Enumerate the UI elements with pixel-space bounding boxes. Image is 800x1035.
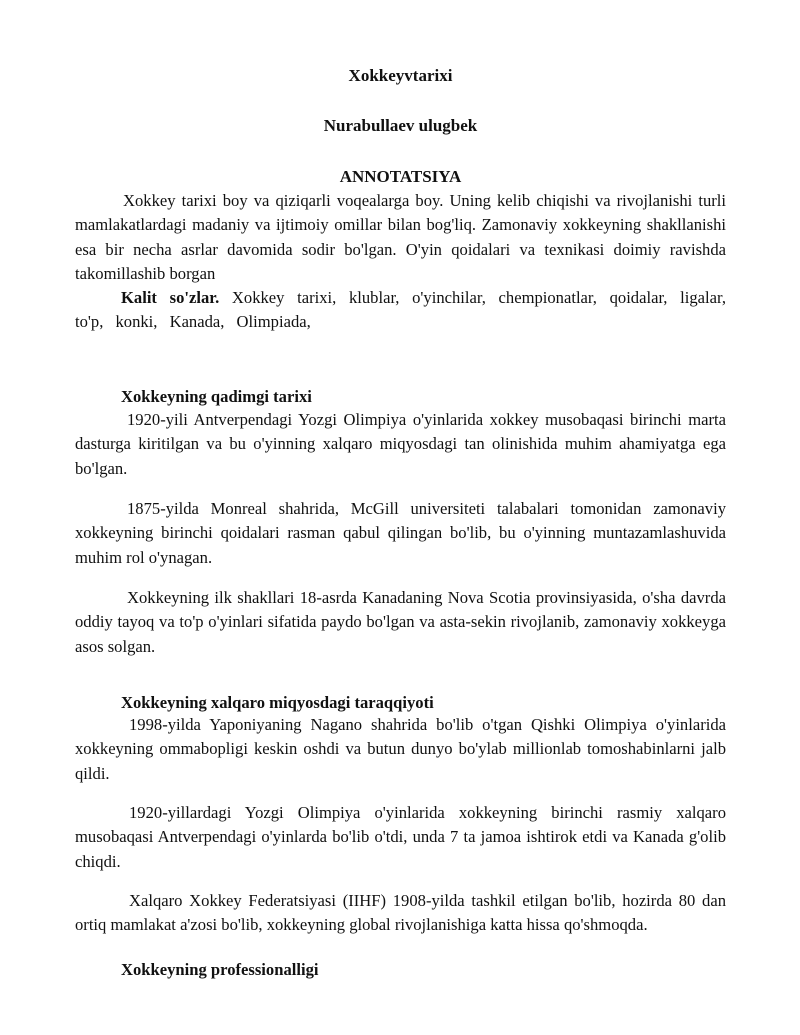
section-heading: Xokkeyning xalqaro miqyosdagi taraqqiyoti [121, 693, 434, 712]
section-heading: Xokkeyning qadimgi tarixi [121, 387, 312, 406]
author-name: Nurabullaev ulugbek [323, 116, 478, 135]
section-paragraph: 1920-yillardagi Yozgi Olimpiya o'yinlarida xokkeyning birinchi rasmiy xalqaro musobaqasi Antverpendagi o'yinlarda bo'lib o'tdi, unda 7 ta jamoa ishtirok etdi va Kanada g'olib chiqdi. [75, 803, 726, 871]
keywords-label: Kalit so'zlar. [121, 288, 220, 307]
keywords-list: Xokkey tarixi, klublar, o'yinchilar, chempionatlar, qoidalar, ligalar, to'p, konki, Kanada, Olimpiada, [75, 288, 726, 332]
abstract-paragraph: Xokkey tarixi boy va qiziqarli voqealarga boy. Uning kelib chiqishi va rivojlanishi turli mamlakatlardagi madaniy va ijtimoiy omillar bilan bog'liq. Zamonaviy xokkeyning shakllanishi esa bir necha asrlar davomida sodir bo'lgan. O'yin qoidalari va texnikasi doimiy ravishda takomillashib borgan [75, 191, 726, 283]
keywords-paragraph [75, 286, 726, 335]
section-heading: Xokkeyning professionalligi [121, 960, 319, 979]
section-paragraph: 1920-yili Antverpendagi Yozgi Olimpiya o'yinlarida xokkey musobaqasi birinchi marta dasturga kiritilgan va bu o'yinning xalqaro miqyosdagi tan olinishida muhim ahamiyatga ega bo'lgan. [75, 410, 726, 478]
section-paragraph: Xalqaro Xokkey Federatsiyasi (IIHF) 1908-yilda tashkil etilgan bo'lib, hozirda 80 dan ortiq mamlakat a'zosi bo'lib, xokkeyning global rivojlanishiga katta hissa qo'shmoqda. [75, 891, 726, 935]
document-title: Xokkeyvtarixi [348, 66, 453, 85]
section-paragraph: 1998-yilda Yaponiyaning Nagano shahrida bo'lib o'tgan Qishki Olimpiya o'yinlarida xokkeyning ommabopligi keskin oshdi va butun dunyo bo'ylab millionlab tomoshabinlarni jalb qildi. [75, 715, 726, 783]
section-paragraph: Xokkeyning ilk shakllari 18-asrda Kanadaning Nova Scotia provinsiyasida, o'sha davrda oddiy tayoq va to'p o'yinlari sifatida paydo bo'lgan va asta-sekin rivojlanib, zamonaviy xokkeyga asos solgan. [75, 588, 726, 656]
abstract-heading: ANNOTATSIYA [339, 167, 462, 186]
section-paragraph: 1875-yilda Monreal shahrida, McGill universiteti talabalari tomonidan zamonaviy xokkeyning birinchi qoidalari rasman qabul qilingan bo'lib, bu o'yinning muntazamlashuvida muhim rol o'ynagan. [75, 499, 726, 567]
